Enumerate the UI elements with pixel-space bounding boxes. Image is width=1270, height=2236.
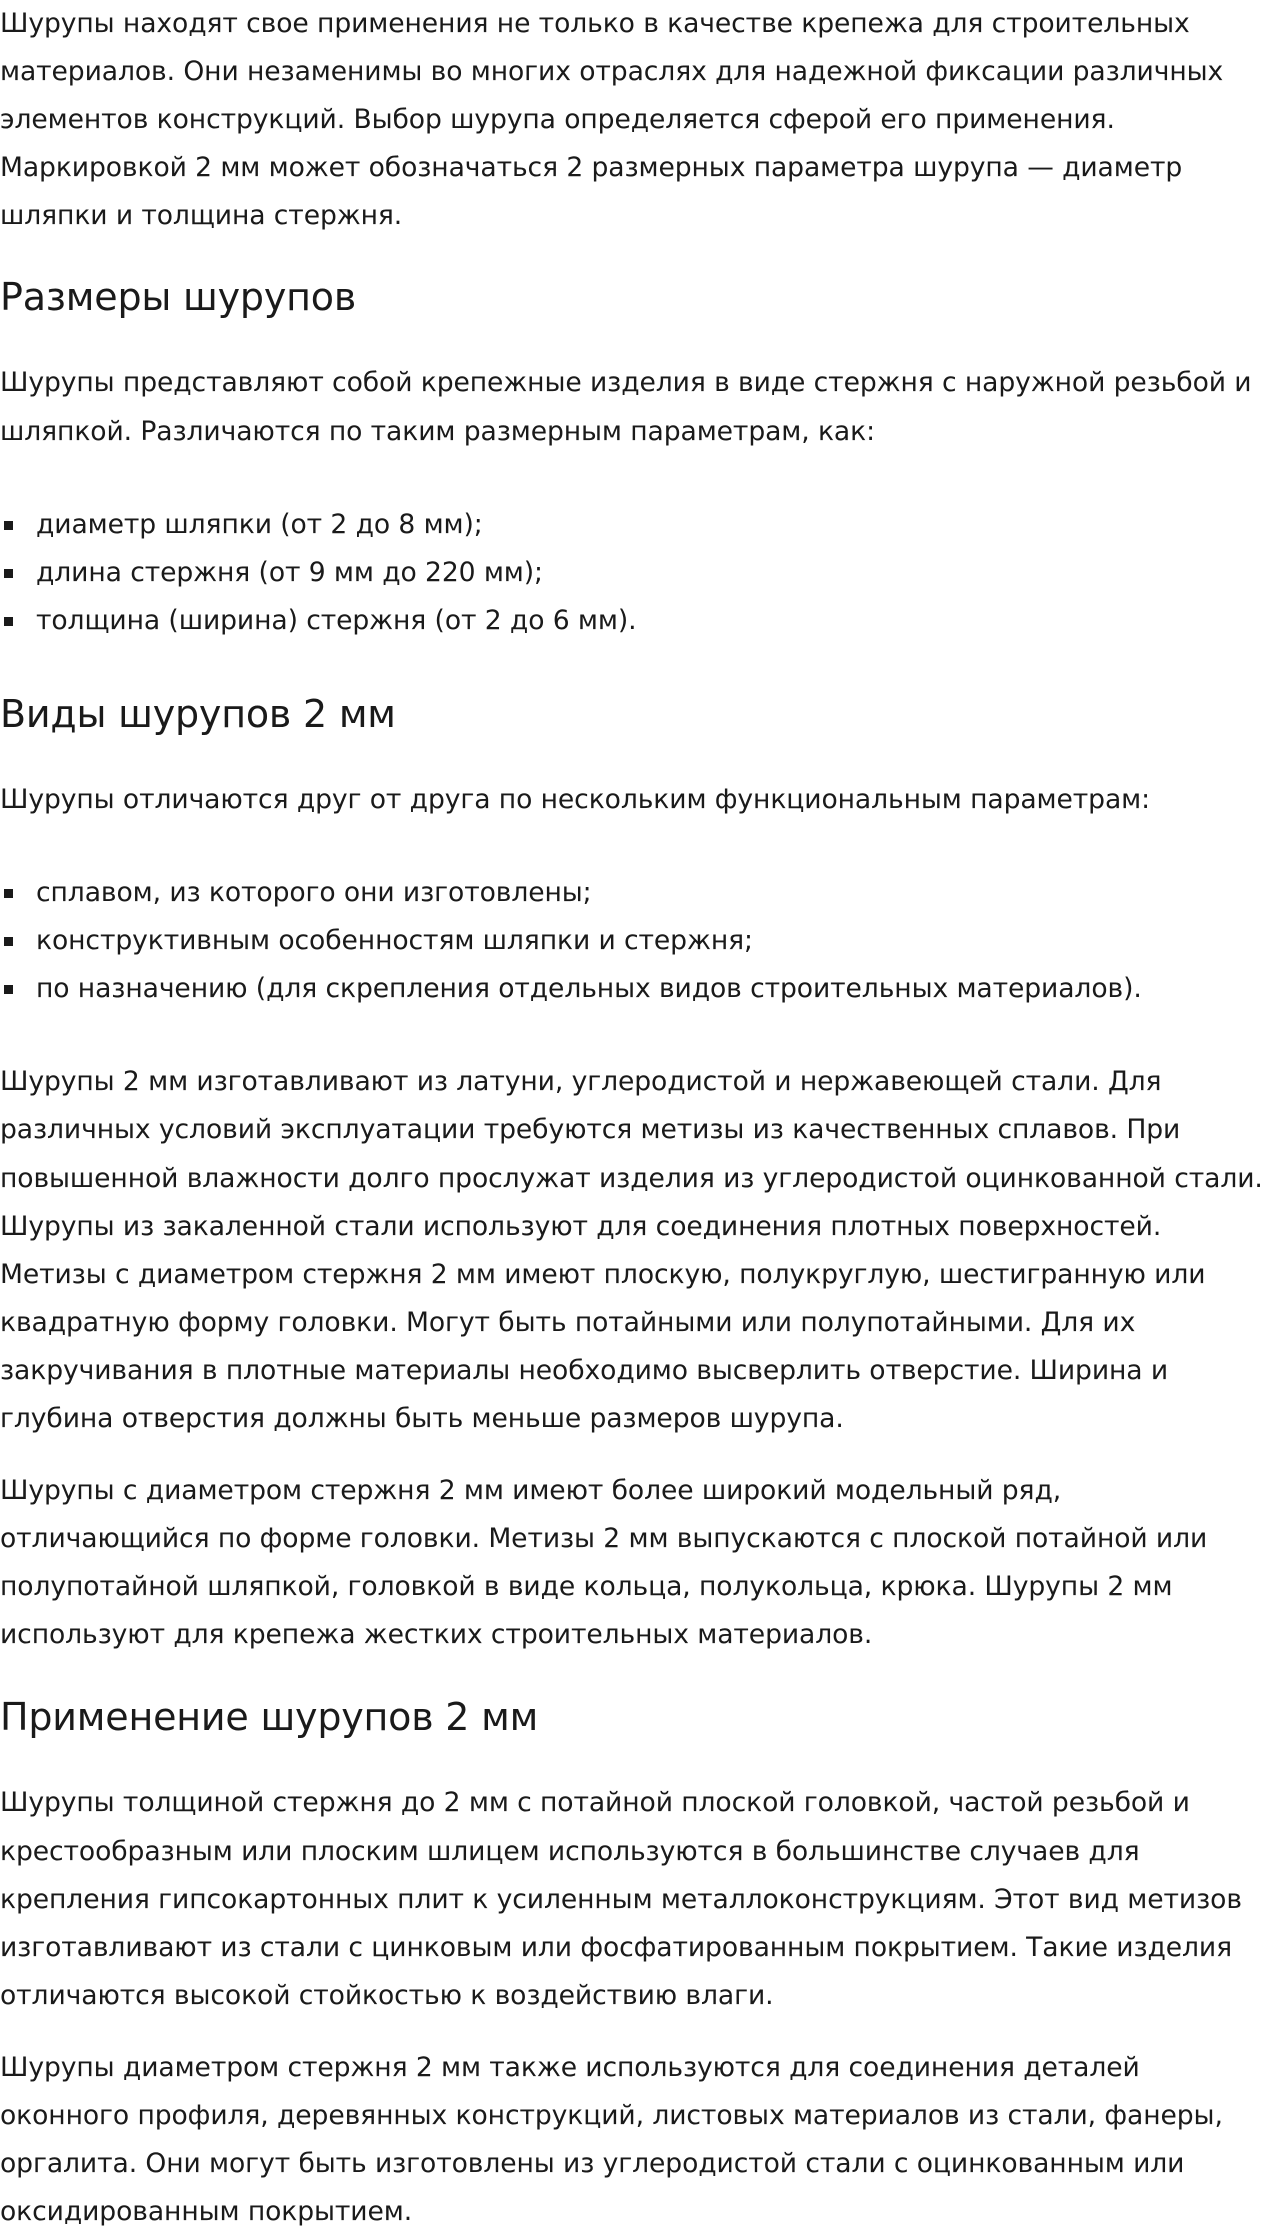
list-item [0, 869, 1270, 917]
heading-types: Виды шурупов 2 мм [0, 691, 396, 736]
list-item [0, 965, 1270, 1013]
bullet-square-icon [4, 889, 13, 898]
types-paragraph-heads: Шурупы с диаметром стержня 2 мм имеют более широкий модельный ряд, отличающийся по форме головки. Метизы 2 мм выпускаются с плоской потайной или полупотайной шляпкой, головкой в виде кольца, полукольца, крюка. Шурупы 2 мм используют для крепежа жестких строительных материалов. [0, 1475, 1208, 1651]
bullet-square-icon [4, 569, 13, 578]
usage-paragraph-profiles: Шурупы диаметром стержня 2 мм также используются для соединения деталей оконного профиля, деревянных конструкций, листовых материалов из стали, фанеры, оргалита. Они могут быть изготовлены из углеродистой стали с оцинкованным или оксидированным покрытием. [0, 2051, 1223, 2228]
sizes-paragraph: Шурупы представляют собой крепежные изделия в виде стержня с наружной резьбой и шляпкой. Различаются по таким размерным параметрам, как: [0, 367, 1252, 447]
list-item-text: толщина (ширина) стержня (от 2 до 6 мм). [36, 604, 637, 636]
list-item [0, 917, 1270, 965]
types-list [0, 869, 1270, 1013]
sizes-list [0, 501, 1270, 645]
list-item-text: длина стержня (от 9 мм до 220 мм); [36, 556, 543, 588]
heading-sizes: Размеры шурупов [0, 275, 357, 320]
list-item [0, 501, 1270, 549]
bullet-square-icon [4, 521, 13, 530]
list-item-text: сплавом, из которого они изготовлены; [36, 877, 592, 909]
bullet-square-icon [4, 937, 13, 946]
bullet-square-icon [4, 617, 13, 626]
types-paragraph-materials: Шурупы 2 мм изготавливают из латуни, углеродистой и нержавеющей стали. Для различных условий эксплуатации требуются метизы из качественных сплавов. При повышенной влажности долго прослужат изделия из углеродистой оцинкованной стали. Шурупы из закаленной стали используют для соединения плотных поверхностей. Метизы с диаметром стержня 2 мм имеют плоскую, полукруглую, шестигранную или квадратную форму головки. Могут быть потайными или полупотайными. Для их закручивания в плотные материалы необходимо высверлить отверстие. Ширина и глубина отверстия должны быть меньше размеров шурупа. [0, 1066, 1263, 1434]
heading-usage: Применение шурупов 2 мм [0, 1695, 539, 1740]
intro-paragraph: Шурупы находят свое применения не только в качестве крепежа для строительных материалов. Они незаменимы во многих отраслях для надежной фиксации различных элементов конструкций. Выбор шурупа определяется сферой его применения. Маркировкой 2 мм может обозначаться 2 размерных параметра шурупа — диаметр шляпки и толщина стержня. [0, 8, 1224, 232]
types-paragraph: Шурупы отличаются друг от друга по нескольким функциональным параметрам: [0, 783, 1150, 815]
list-item-text: конструктивным особенностям шляпки и стержня; [36, 925, 753, 957]
list-item-text: диаметр шляпки (от 2 до 8 мм); [36, 508, 483, 540]
bullet-square-icon [4, 985, 13, 994]
list-item-text: по назначению (для скрепления отдельных видов строительных материалов). [36, 973, 1142, 1005]
list-item [0, 549, 1270, 597]
list-item [0, 597, 1270, 645]
usage-paragraph-drywall: Шурупы толщиной стержня до 2 мм с потайной плоской головкой, частой резьбой и крестообразным или плоским шлицем используются в большинстве случаев для крепления гипсокартонных плит к усиленным металлоконструкциям. Этот вид метизов изготавливают из стали с цинковым или фосфатированным покрытием. Такие изделия отличаются высокой стойкостью к воздействию влаги. [0, 1787, 1242, 2011]
